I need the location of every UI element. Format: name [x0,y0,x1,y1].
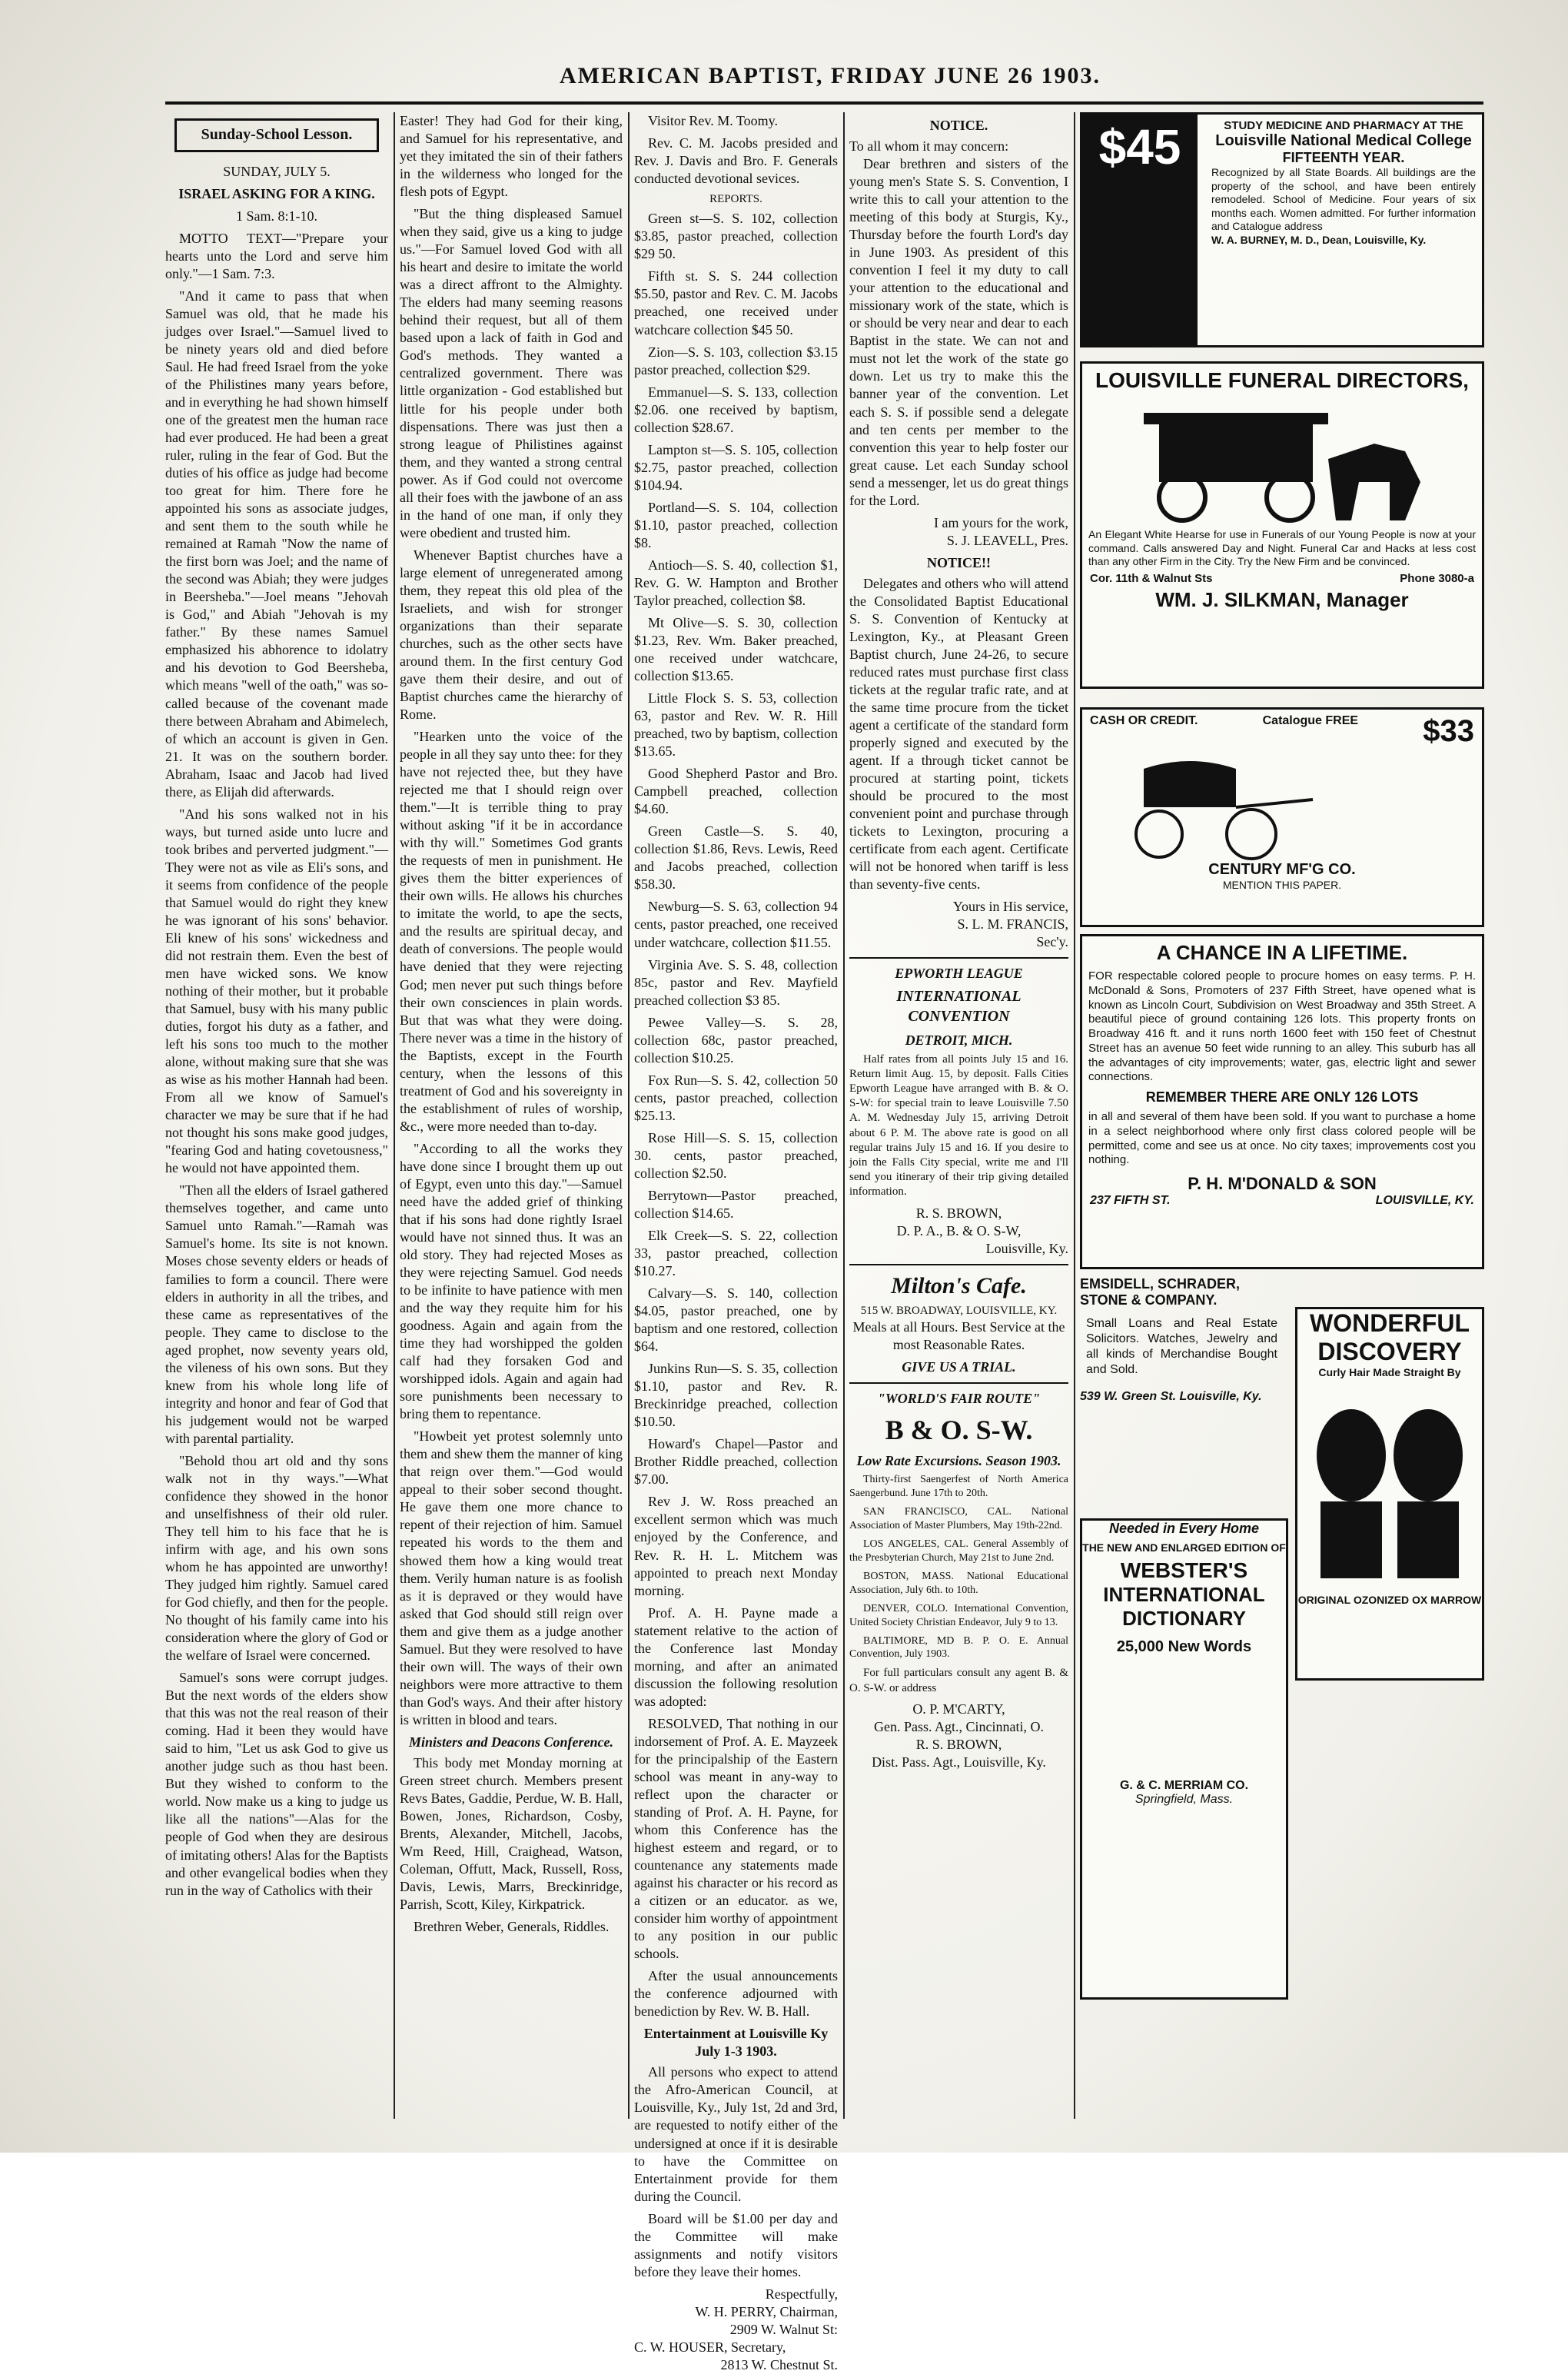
conference-paragraph: This body met Monday morning at Green street church. Members present Revs Bates, Gaddie, Perdue, W. B. Hall, Bowen, Jones, Richardson, Cosby, Brents, Alexander, Mitchell, Jacobs, Wm Reed, Hill, Craighead, Watson, Coleman, Offutt, Mack, Russell, Ross, Davis, Lewis, Marrs, Breckinridge, Parrish, Scott, Kiley, Kirkpatrick. [400,1754,623,1913]
signature-line: Respectfully, [765,2286,838,2302]
signature-line: Louisville, Ky. [985,1240,1068,1256]
signature-line: R. S. BROWN, [915,1736,1002,1752]
column-2 [400,112,623,2119]
epworth-paragraph: Half rates from all points July 15 and 16. Return limit Aug. 15, by deposit. Falls Cities Epworth League have arranged with B. & O. S-W: for special train to leave Louisville 7.50 A. M. Wednesday July 15, arriving Detroit about 6 P. M. The above rate is good on all regular trains July 15 and 16. If you desire to join the Falls City special, write me and I'll send you itinerary of their trip giving detailed information. [849,1052,1068,1199]
excursion-item: LOS ANGELES, CAL. General Assembly of the Presbyterian Church, May 21st to June 2nd. [849,1538,1068,1564]
entertainment-title: Entertainment at Louisville Ky July 1-3 1903. [643,2026,829,2060]
entertainment-paragraph: Board will be $1.00 per day and the Committee will make assignments and notify visitors before they leave their homes. [634,2210,838,2279]
notice-paragraph: Delegates and others who will attend the Consolidated Baptist Educational S. S. Convention of Kentucky at Lexington, Ky., at Pleasant Green Baptist church, June 24-26, to secure reduced rates must purchase first class tickets at the regular trafic rate, and at the same time procure from the ticket agent a certificate of the standard form properly signed and executed by the agent. If a through ticket cannot be procured at starting point, tickets should be procured to the most convenient point and purchase through tickets to Lexington, procuring a certificate from each agent. Certificate will not be honored when tariff is less than seventy-five cents. [849,575,1068,893]
web-title: INTERNATIONAL [1103,1583,1265,1606]
medical-college-ad [1080,112,1484,347]
excursion-list [849,1473,1068,1661]
web-title: WEBSTER'S [1120,1558,1248,1582]
cafe-trial: GIVE US A TRIAL. [902,1359,1016,1375]
century-cash: CASH OR CREDIT. [1090,714,1198,727]
signature-line: 2813 W. Chestnut St. [720,2356,838,2372]
excursion-item: Thirty-first Saengerfest of North America Saengerbund. June 17th to 20th. [849,1474,1068,1500]
funeral-address: Cor. 11th & Walnut Sts [1090,571,1213,585]
bo-sw-title: B & O. S-W. [885,1415,1033,1446]
college-title: FIFTEENTH YEAR. [1282,150,1405,165]
report-item: Rose Hill—S. S. 15, collection 30. cents, pastor preached, collection $2.50. [634,1129,838,1181]
chance-body: FOR respectable colored people to procure homes on easy terms. P. H. McDonald & Sons, Promoters of 237 Fifth Street, have opened what is known as Lincoln Court, Subdivision on West Broadway and 35th Street. A beautiful piece of ground containing 126 lots. This property fronts on Broadway 416 ft. and it runs north 1600 feet with 150 feet of Chestnut Street has an avenue 50 feet wide running to an alley. This suburb has all the advantages of city improvements; water, gas, electric light and sewer connections. [1088,969,1476,1084]
epworth-title: INTERNATIONAL CONVENTION [896,988,1022,1026]
conference-paragraph: Rev J. W. Ross preached an excellent sermon which was much enjoyed by the Conference, and Rev. R. H. L. Mitchem was appointed to preach next Monday morning. [634,1494,838,1598]
column-3 [634,112,838,2372]
column-divider [628,112,630,2119]
web-new: THE NEW AND ENLARGED EDITION OF [1082,1541,1286,1554]
chance-body-2: in all and several of them have been sold. If you want to purchase a home in a select neighborhood where only first class colored people will be permitted, come and see us at once. No city taxes; improvements cost you nothing. [1088,1110,1476,1167]
lesson-paragraph: "Then all the elders of Israel gathered themselves together, and came unto Samuel unto Ramah."—Ramah was Samuel's home. Its site is not known. Moses chose seventy elders or heads of families to form a council. There were elders in authority in all the tribes, and these came as representatives of the people. They came to disclose to the aged prophet, now seventy years old, the vileness of his own sons. But they knew from his whole long life of integrity and honor and fear of God that his judgement would not be warped with parental partiality. [165,1182,388,1446]
worlds-fair-title: "WORLD'S FAIR ROUTE" [877,1391,1041,1407]
buggy-illustration [1098,753,1328,861]
notice-paragraph: Dear brethren and sisters of the young men's State S. S. Convention, I write this to call your attention to the meeting of this body at Sturgis, Ky., Thursday before the fourth Lord's day in June 1903. As president of this convention I feel it my duty to call your attention to the educational and missionary work of the state, which is or should be very near and dear to each Baptist in the state. We can not and must not let the work of the state go down. Let us try to make this the banner year of the convention. Let each S. S. if possible send a delegate and ten cents per member to the convention this year to help foster our great cause. Let each Sunday school send a messenger, let us do great things for the Lord. [849,156,1068,508]
report-item: Zion—S. S. 103, collection $3.15 pastor preached, collection $29. [634,344,838,377]
report-item: Newburg—S. S. 63, collection 94 cents, pastor preached, one received under watchcare, collection $11.55. [634,899,838,950]
lesson-paragraph: "Behold thou art old and thy sons walk not in thy ways."—What confidence they showed in the honor and unselfishness of their old ruler. They tell him to his face that he is infirm with age, and his own sons whom he has appointed are unworthy! They judged him rightly. Samuel cared for God chiefly, and then for the people. No thought of his family came into his consideration where the glory of God or the welfare of Israel were concerned. [165,1452,388,1664]
conference-paragraph: Brethren Weber, Generals, Riddles. [414,1919,610,1935]
web-needed: Needed in Every Home [1108,1521,1260,1536]
report-item: Elk Creek—S. S. 22, collection 33, pastor preached, collection $10.27. [634,1227,838,1279]
section-divider [849,957,1068,959]
report-item: Antioch—S. S. 40, collection $1, Rev. G. W. Hampton and Brother Taylor preached, collection $8. [634,557,838,608]
report-item: Mt Olive—S. S. 30, collection $1.23, Rev. Wm. Baker preached, one received under watchcare, collection $13.65. [634,614,838,684]
signature-line: R. S. BROWN, [915,1205,1002,1221]
cafe-body: Meals at all Hours. Best Service at the most Reasonable Rates. [852,1319,1065,1353]
chance-title: A CHANCE IN A LIFETIME. [1156,941,1408,964]
signature-line: Gen. Pass. Agt., Cincinnati, O. [874,1718,1044,1734]
wonderful-sub: Curly Hair Made Straight By [1318,1366,1461,1378]
report-item: Good Shepherd Pastor and Bro. Campbell preached, collection $4.60. [634,766,838,817]
entertainment-paragraph: All persons who expect to attend the Afro-American Council, at Louisville, Ky., July 1st, 2d and 3rd, are requested to notify either of the undersigned at once if it is desirable to have the Committee on Entertainment provide for them during the Council. [634,2064,838,2204]
conference-paragraph: Prof. A. H. Payne made a statement relative to the action of the Conference last Monday morning, and after an animated discussion the following resolution was adopted: [634,1604,838,1709]
funeral-contact [1082,569,1482,588]
signature-line: S. J. LEAVELL, Pres. [946,532,1068,548]
lesson-paragraph: "And it came to pass that when Samuel was old, that he made his judges over Israel."—Samuel lived to be ninety years old and died before Saul. He had freed Israel from the yoke of the Philistines many years before, and in everything he had shown himself one of the greatest men the human race had ever produced. He had been a great ruler, ruling in the fear of God. But the duties of his office as judge had become too great for him. There fore he appointed his sons as associate judges, and sent them to the south while he remained at Ramah "Now the name of the first born was Joel; and the name of the second was Abiah; they were judges in Beersheba."—Joel means "Jehovah is God," and Abiah "Jehovah is my father." By these names Samuel emphasized his abhorence to idolatry and his devotion to God Beersheba, which means "well of the oath," was so-called because of the covenant made there between Abraham and Abimelech, of which an account is given in Gen. 21. It was on the southern border. Abraham, Isaac and Jacob had lived there, as Elijah did afterwards. [165,288,388,800]
signature-line: O. P. M'CARTY, [912,1701,1005,1717]
websters-dictionary-ad [1080,1518,1288,2000]
section-divider [849,1382,1068,1384]
emsidell-address: 539 W. Green St. Louisville, Ky. [1080,1390,1262,1403]
chance-city: LOUISVILLE, KY. [1375,1194,1474,1207]
funeral-directors-ad [1080,361,1484,689]
reports-list [634,210,838,1488]
wonderful-product: ORIGINAL OZONIZED OX MARROW [1297,1594,1482,1606]
lesson-scripture: 1 Sam. 8:1-10. [236,208,317,224]
signature-line: Dist. Pass. Agt., Louisville, Ky. [872,1754,1046,1770]
report-item: Virginia Ave. S. S. 48, collection 85c, pastor and Rev. Mayfield preached collection $3 85. [634,956,838,1008]
column-divider [394,112,395,2119]
report-item: Little Flock S. S. 53, collection 63, pastor and Rev. W. R. Hill preached, two by baptism, collection $13.65. [634,690,838,760]
column-divider [843,112,845,2119]
epworth-title: EPWORTH LEAGUE [895,966,1023,982]
chance-address [1082,1194,1482,1208]
price-block [1082,115,1198,345]
signature-line: Sec'y. [1036,934,1068,950]
report-item: Calvary—S. S. 140, collection $4.05, pastor preached, one by baptism and one restored, collection $64. [634,1285,838,1355]
portrait-illustration [1305,1386,1474,1586]
lesson-paragraph: Whenever Baptist churches have a large element of unregenerated among them, they repeat this old plea of the Israeliets, and wish for stronger organizations than their separate churches, such as the other sects have around them. In the first century God gave them their desire, and out of Baptist churches came the hierarchy of Rome. [400,547,623,723]
excursion-footer: For full particulars consult any agent B. & O. S-W. or address [849,1667,1068,1694]
excursion-item: BOSTON, MASS. National Educational Association, July 6th. to 10th. [849,1570,1068,1596]
funeral-title: LOUISVILLE FUNERAL DIRECTORS, [1095,368,1469,392]
excursion-item: SAN FRANCISCO, CAL. National Association of Master Plumbers, May 19th-22nd. [849,1506,1068,1532]
section-divider [849,1264,1068,1265]
reports-header: REPORTS. [709,193,762,206]
signature-line: C. W. HOUSER, Secretary, [634,2339,786,2355]
conference-title: Ministers and Deacons Conference. [408,1734,613,1750]
report-item: Howard's Chapel—Pastor and Brother Riddle preached, collection $7.00. [634,1436,838,1488]
web-words: 25,000 New Words [1116,1638,1252,1655]
century-buggy-ad [1080,707,1484,927]
chance-street: 237 FIFTH ST. [1090,1194,1171,1207]
report-item: Portland—S. S. 104, collection $1.10, pastor preached, collection $8. [634,499,838,550]
chance-in-lifetime-ad [1080,934,1484,1269]
signature-line: 2909 W. Walnut St: [729,2321,838,2337]
emsidell-body: Small Loans and Real Estate Solicitors. Watches, Jewelry and all kinds of Merchandise Bought and Sold. [1086,1317,1277,1376]
wonderful-discovery-ad [1295,1307,1484,1681]
column-1 [165,112,388,2119]
signature-line: I am yours for the work, [934,514,1068,530]
motto-text: MOTTO TEXT—"Prepare your hearts unto the Lord and serve him only."—1 Sam. 7:3. [165,230,388,281]
funeral-phone: Phone 3080-a [1400,571,1474,585]
hearse-illustration [1113,397,1451,528]
signature-line: Yours in His service, [952,899,1068,915]
lesson-date: SUNDAY, JULY 5. [223,163,331,179]
excursion-item: BALTIMORE, MD B. P. O. E. Annual Convention, July 1903. [849,1634,1068,1661]
lesson-paragraph: Easter! They had God for their king, and Samuel for his representative, and yet they imitated the sin of their fathers in the wilderness who longed for the flesh pots of Egypt. [400,113,623,200]
college-title: Louisville National Medical College [1215,132,1472,149]
report-item: Berrytown—Pastor preached, collection $14.65. [634,1187,838,1221]
report-item: Lampton st—S. S. 105, collection $2.75, pastor preached, collection $104.94. [634,441,838,493]
chance-sign: P. H. M'DONALD & SON [1188,1174,1377,1193]
lesson-paragraph: "Hearken unto the voice of the people in all they say unto thee: for they have not rejected thee, but they have rejected me that I should reign over them."—It is terrible thing to pray without asking "if it be in accordance with thy will." Sometimes God grants the requests of men in punishment. He gives them the bitter experiences of their own wills. He allows his churches to imitate the world, to ape the sects, and the results are spiritual decay, and death of conversions. The people would have denied that they were rejecting God; men never put such things before their own consciences in plain words. But that was what they were doing. There never was a time in the history of the Baptists, except in the Fourth century, when the lessons of this treatment of God and his sovereignty in the establishment of rules of worship, &c., were more needed than to-day. [400,729,623,1134]
college-title: STUDY MEDICINE AND PHARMACY AT THE [1224,119,1463,132]
conference-paragraph: After the usual announcements the conference adjourned with benediction by Rev. W. B. Hall. [634,1968,838,2020]
lesson-paragraph: "And his sons walked not in his ways, but turned aside unto lucre and took bribes and perverted judgment."—They were not as vile as Eli's sons, and it seems from confidence of the people that Samuel would do right they knew he was ignorant of his sons' behavior. Eli knew of his sons' wickedness and did not restrain them. Even the best of men have wicked sons. We know nothing of their mother, but it probable that Samuel, busy with his many public duties, forgot his duty as a father, and left his sons too much to the mother alone, without making sure that she was as wise as his mother Hannah had been. From all we know of Samuel's character we may be sure that if he had not thought his sons make good judges, "fearing God and hating covetousness," he would not have appointed them. [165,806,388,1176]
web-city: Springfield, Mass. [1134,1793,1234,1806]
report-item: Fifth st. S. S. 244 collection $5.50, pastor and Rev. C. M. Jacobs preached, one received under watchcare collection $45 50. [634,268,838,337]
lesson-box-title: Sunday-School Lesson. [201,126,353,143]
funeral-body: An Elegant White Hearse for use in Funerals of our Young People is now at your command. Calls answered Day and Night. Funeral Car and Hacks at less cost than any other Firm in the City. Try the New Firm and be convinced. [1088,528,1476,567]
resolution-paragraph: RESOLVED, That nothing in our indorsement of Prof. A. E. Mayzeek for the principalship of the Eastern school was meant in any-way to reflect upon the character or standing of Prof. A. H. Payne, for whom this Conference has the highest esteem and regard, or to countenance any statements made against his character or his record as a citizen or an educator. as we, consider him worthy of appointment to any position in our public schools. [634,1715,838,1962]
college-price: $45 [1098,119,1181,175]
notice-salutation: To all whom it may concern: [849,138,1009,155]
funeral-manager: WM. J. SILKMAN, Manager [1155,587,1409,611]
century-price: $33 [1423,714,1474,748]
web-publisher: G. & C. MERRIAM CO. [1119,1779,1249,1792]
web-title: DICTIONARY [1122,1607,1246,1630]
college-text [1205,115,1482,247]
lesson-paragraph: "But the thing displeased Samuel when they said, give us a king to judge us."—For Samuel loved God with all his heart and desire to imitate the world was a direct affront to the Almighty. The elders had many seeming reasons behind their request, but all of them based upon a lack of faith in God and God's methods. They wanted a centralized government. There was little organization - God established but little for his people under both dispensations. There was just then a strong league of Philistines against them, and they wanted a strong central power. As if God could not overcome all their foes with the jawbone of an ass in the hand of one man, if only they were obedient and trusted him. [400,206,623,540]
excursion-subtitle: Low Rate Excursions. Season 1903. [856,1453,1061,1469]
sunday-school-lesson-header [174,118,379,152]
century-name: CENTURY MF'G CO. [1208,861,1356,878]
report-item: Fox Run—S. S. 42, collection 50 cents, pastor preached, collection $25.13. [634,1072,838,1123]
report-item: Green st—S. S. 102, collection $3.85, pastor preached, collection $29 50. [634,211,838,262]
signature-line: S. L. M. FRANCIS, [957,916,1068,933]
lesson-title: ISRAEL ASKING FOR A KING. [178,185,375,201]
masthead-rule [165,101,1483,105]
report-item: Pewee Valley—S. S. 28, collection 68c, pastor preached, collection $10.25. [634,1014,838,1066]
cafe-address: 515 W. BROADWAY, LOUISVILLE, KY. [860,1305,1058,1318]
excursion-item: DENVER, COLO. International Convention, United Society Christian Endeavor, July 9 to 13. [849,1602,1068,1628]
conference-paragraph: Visitor Rev. M. Toomy. [648,113,778,128]
century-header [1082,710,1482,753]
signature-line: W. H. PERRY, Chairman, [695,2303,838,2319]
cafe-title: Milton's Cafe. [891,1272,1027,1298]
lesson-paragraph: Samuel's sons were corrupt judges. But the next words of the elders show that this was not the real reason of their coming. Had it been they would have said to him, "Let us ask God to give us another judge such as thou hast been. But they wished to conform to the world. Now make us a king to judge us like all the nations"—Alas for the people of God when they are desirous of imitating others! Alas for the Baptists and other evangelical bodies when they run in the way of Catholics with their [165,1670,388,1898]
emsidell-ad [1080,1276,1284,1507]
college-body: Recognized by all State Boards. All buildings are the property of the school, and have been entirely remodeled. School of Medicine. Four years of six months each. Women admitted. For further information and Catalogue address [1211,166,1476,232]
lesson-paragraph: "Howbeit yet protest solemnly unto them and shew them the manner of king that reign over them."—God would appeal to their sober second thought. He gave them one more chance to repent of their rejection of him. Samuel repeated his words to the them and showed them how a king would treat them. Verily human nature is as foolish as it is depraved or they would have asked that God should still reign over them and give them as a judge another Samuel. But they were resolved to have their own will. The ways of their own neighbors were more attractive to them than God's ways. And their after history is written in blood and tears. [400,1428,623,1727]
column-divider [1074,112,1075,2119]
lesson-paragraph: "According to all the works they have done since I brought them up out of Egypt, even unto this day."—Samuel need have the added grief of thinking that if his sons had done rightly Israel would have not sinned thus. It was an old story. They had rejected Moses as they were rejecting Samuel. God needs to be infinite to have patience with men and the way they requite him for his goodness. Again and again from the time they had worshipped the golden calf had they forsaken God and worshipped idols. Again and again had sore punishments been necessary to bring them to repentance. [400,1140,623,1422]
notice-title: NOTICE!! [926,554,991,570]
discovery-title: DISCOVERY [1317,1338,1462,1365]
century-mention: MENTION THIS PAPER. [1222,879,1342,891]
conference-paragraph: Rev. C. M. Jacobs presided and Rev. J. Davis and Bro. F. Generals conducted devotional sevices. [634,135,838,187]
report-item: Junkins Run—S. S. 35, collection $1.10, pastor and Rev. R. Breckinridge preached, collection $10.50. [634,1361,838,1430]
signature-line: D. P. A., B. & O. S-W, [896,1222,1022,1239]
epworth-title: DETROIT, MICH. [905,1032,1013,1048]
notice-title: NOTICE. [929,118,988,133]
report-item: Green Castle—S. S. 40, collection $1.86, Revs. Lewis, Reed and Jacobs preached, collection $58.30. [634,823,838,893]
wonderful-title: WONDERFUL [1310,1309,1470,1337]
college-sign: W. A. BURNEY, M. D., Dean, Louisville, Ky. [1211,233,1427,246]
report-item: Emmanuel—S. S. 133, collection $2.06. one received by baptism, collection $28.67. [634,384,838,435]
emsidell-title: EMSIDELL, SCHRADER, STONE & COMPANY. [1080,1276,1241,1308]
masthead: AMERICAN BAPTIST, FRIDAY JUNE 26 1903. [559,63,1101,88]
column-4 [849,112,1068,2119]
century-catalogue: Catalogue FREE [1262,714,1359,727]
chance-remember: REMEMBER THERE ARE ONLY 126 LOTS [1145,1089,1419,1105]
